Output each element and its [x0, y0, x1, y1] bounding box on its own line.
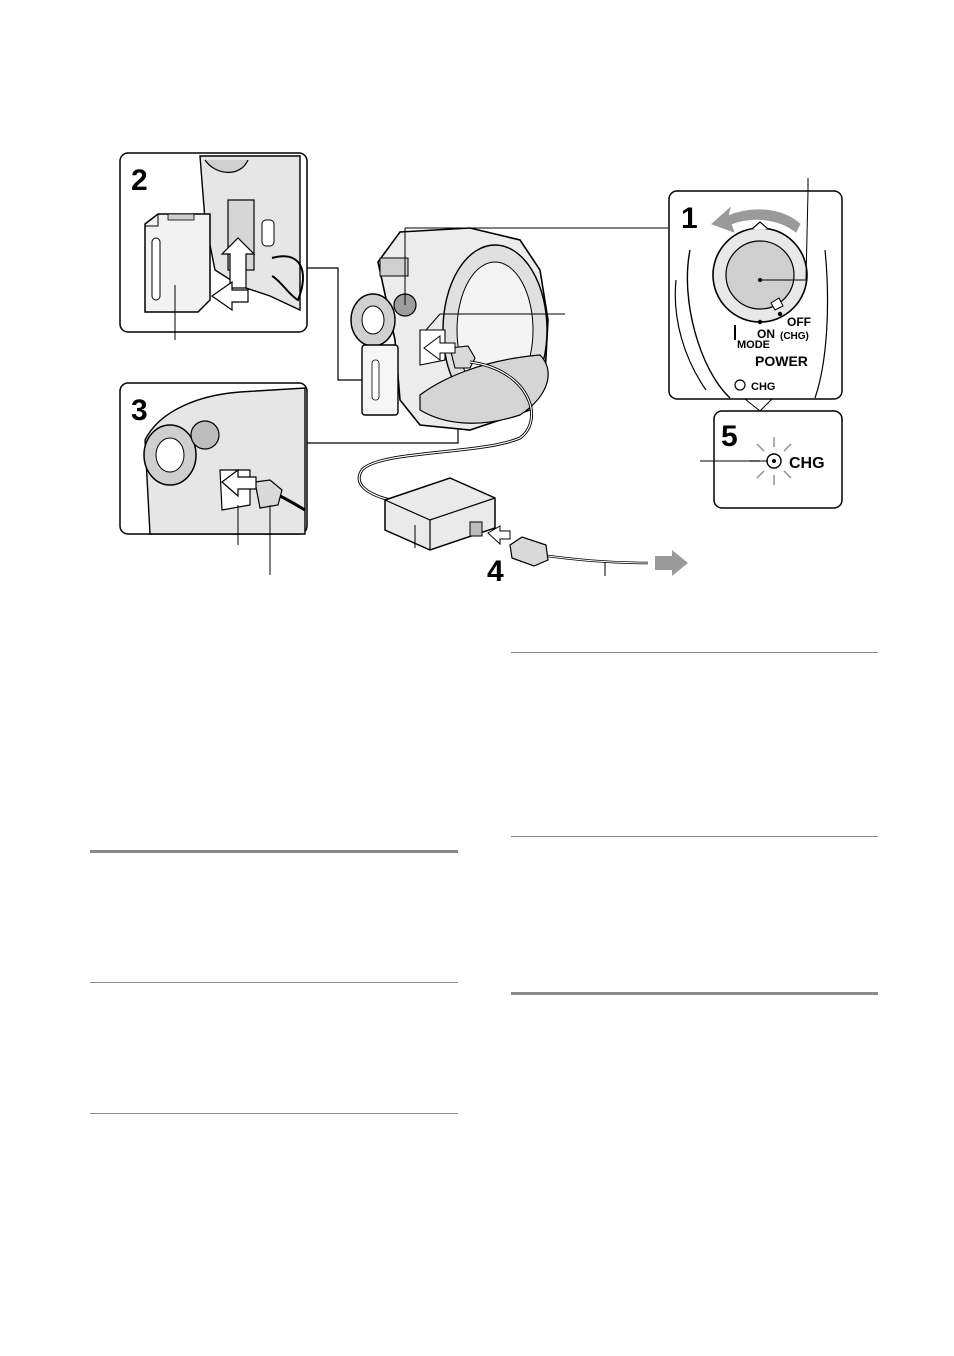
- chg-indicator-label: CHG: [751, 381, 776, 393]
- step-number-4: 4: [487, 555, 504, 588]
- power-label: POWER: [755, 353, 808, 369]
- chg-paren-label: (CHG): [780, 331, 809, 342]
- chg-zoom-label: CHG: [789, 455, 825, 472]
- camcorder-illustration: [351, 228, 668, 430]
- section-rule-left-3: [90, 1113, 458, 1114]
- mode-label: MODE: [737, 339, 770, 351]
- off-label: OFF: [787, 315, 811, 329]
- battery-pack-icon: [145, 214, 210, 312]
- panel-step-2: [120, 153, 307, 340]
- section-rule-right-1: [511, 652, 878, 653]
- section-rule-left-1: [90, 850, 458, 853]
- panel-step-3: [120, 383, 307, 575]
- step-number-1: 1: [681, 202, 698, 235]
- panel-step-5: [700, 411, 842, 508]
- section-rule-right-3: [511, 992, 878, 995]
- on-label: ON: [757, 327, 775, 341]
- step-number-3: 3: [131, 394, 148, 427]
- step-number-2: 2: [131, 164, 148, 197]
- ac-adapter-icon: [385, 478, 495, 550]
- section-rule-left-2: [90, 982, 458, 983]
- section-rule-right-2: [511, 836, 878, 837]
- panel-step-1: [669, 178, 842, 399]
- charging-illustration: [0, 0, 954, 620]
- step-number-5: 5: [721, 420, 738, 453]
- outlet-arrow-icon: [655, 550, 688, 576]
- power-cord-plug-icon: [510, 537, 548, 566]
- chg-lamp-icon: [735, 380, 745, 390]
